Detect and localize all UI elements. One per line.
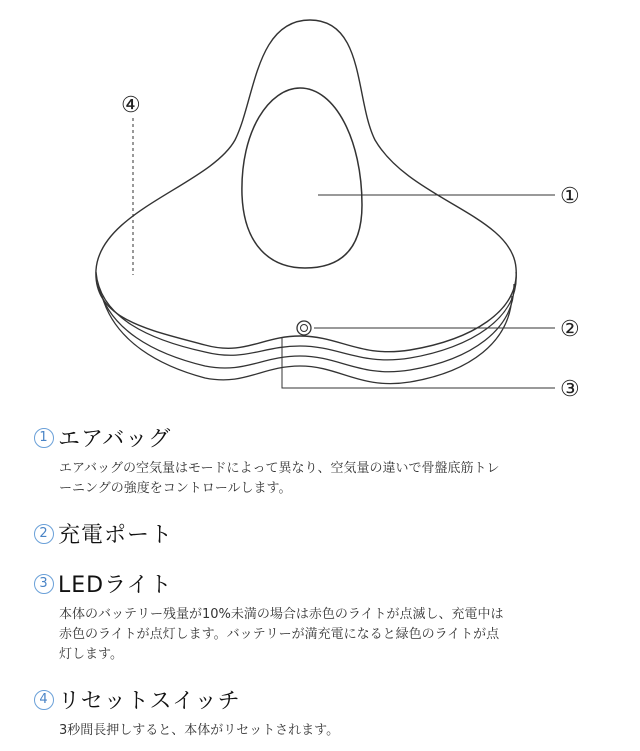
callout-4: ④ — [121, 93, 141, 118]
number-badge: 4 — [34, 690, 54, 710]
base-layer-1 — [96, 272, 516, 360]
section-reset-switch — [34, 684, 614, 741]
description-line: ーニングの強度をコントロールします。 — [59, 481, 292, 496]
section-description — [59, 721, 614, 741]
section-heading — [34, 684, 614, 715]
cushion-outline — [96, 20, 516, 352]
charging-port — [297, 321, 311, 335]
section-description — [59, 605, 614, 665]
section-title: LEDライト — [58, 573, 173, 598]
section-charging-port — [34, 518, 614, 549]
number-badge: 1 — [34, 428, 54, 448]
section-airbag — [34, 422, 614, 499]
section-heading — [34, 422, 614, 453]
callout-1: ① — [560, 184, 580, 209]
section-title: 充電ポート — [58, 523, 174, 548]
callout-2: ② — [560, 317, 580, 342]
number-badge: 2 — [34, 524, 54, 544]
description-line: 本体のバッテリー残量が10%未満の場合は赤色のライトが点滅し、充電中は — [59, 607, 504, 622]
description-line: 赤色のライトが点灯します。バッテリーが満充電になると緑色のライトが点 — [59, 627, 500, 642]
section-description — [59, 459, 614, 499]
section-led-light — [34, 568, 614, 665]
section-heading — [34, 568, 614, 599]
description-line: 3秒間長押しすると、本体がリセットされます。 — [59, 723, 340, 738]
description-line: エアバッグの空気量はモードによって異なり、空気量の違いで骨盤底筋トレ — [59, 461, 500, 476]
section-heading — [34, 518, 614, 549]
airbag-shape — [242, 88, 362, 268]
description-line: 灯します。 — [59, 647, 123, 662]
section-title: エアバッグ — [58, 427, 172, 452]
number-badge: 3 — [34, 574, 54, 594]
section-title: リセットスイッチ — [58, 689, 241, 714]
callout-3: ③ — [560, 377, 580, 402]
